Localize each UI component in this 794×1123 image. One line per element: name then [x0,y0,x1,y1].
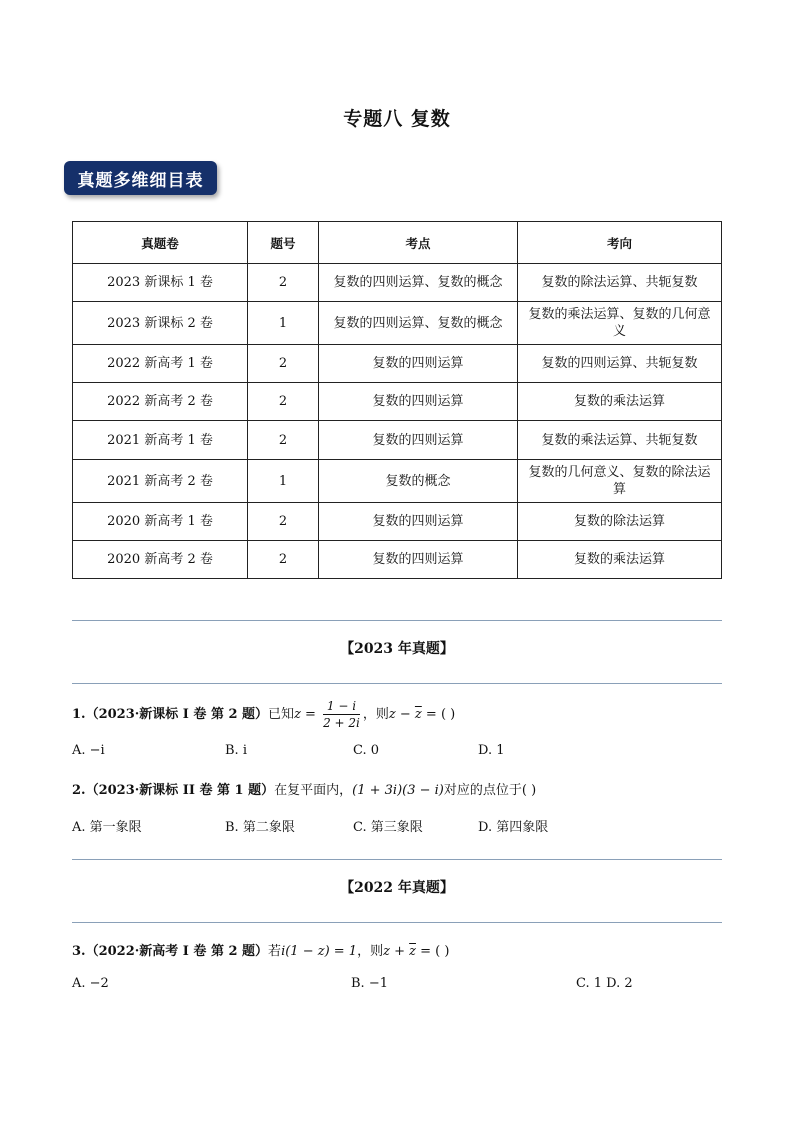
section-heading-2022: 【2022 年真题】 [340,880,454,896]
table-cell: 复数的四则运算、复数的概念 [319,302,518,345]
option-d: D. 第四象限 [478,820,549,835]
table-cell: 2022 新高考 1 卷 [73,345,248,383]
conjugate-z: $\overline{z}$ [414,707,422,722]
table-cell: 2 [248,421,319,460]
header-cell: 真题卷 [73,222,248,264]
table-cell: 2 [248,345,319,383]
table-cell: 2 [248,503,319,541]
table-cell: 2 [248,541,319,579]
option-b: B. 第二象限 [225,820,295,835]
table-row [73,503,722,541]
question-source: 2.（2023·新课标 II 卷 第 1 题） [72,783,275,798]
question-2 [72,779,536,798]
table-cell: 复数的四则运算 [319,541,518,579]
table-cell: 2023 新课标 1 卷 [73,264,248,302]
table-cell: 2020 新高考 2 卷 [73,541,248,579]
math-var: z [294,707,301,722]
question-3 [72,940,449,959]
question-text: 若 [268,944,282,959]
question-1 [72,698,455,731]
divider [72,922,722,923]
math-expr: i(1 − z) = 1 [281,944,358,959]
table-cell: 复数的乘法运算、复数的几何意义 [518,302,722,345]
header-cell: 考向 [518,222,722,264]
table-cell: 2 [248,264,319,302]
table-cell: 复数的除法运算 [518,503,722,541]
table-cell: 2020 新高考 1 卷 [73,503,248,541]
math-expr: (1 + 3i)(3 − i) [352,783,444,798]
table-cell: 复数的概念 [319,460,518,503]
divider [72,859,722,860]
question-text: ，则 [362,707,389,722]
table-cell: 复数的乘法运算 [518,541,722,579]
question-source: 1.（2023·新课标 I 卷 第 2 题） [72,707,269,722]
table-row [73,264,722,302]
question-text: 在复平面内， [274,783,353,798]
section-badge: 真题多维细目表 [64,161,217,195]
conjugate-z: $\overline{z}$ [409,944,416,959]
fraction [323,698,360,731]
table-cell: 复数的四则运算、共轭复数 [518,345,722,383]
table-header-row [73,222,722,264]
table-cell: 复数的除法运算、共轭复数 [518,264,722,302]
option-cd: C. 1 D. 2 [576,976,633,991]
table-cell: 1 [248,302,319,345]
table-cell: 2023 新课标 2 卷 [73,302,248,345]
table-cell: 复数的四则运算 [319,503,518,541]
table-cell: 2 [248,383,319,421]
question-text: 对应的点位于( ) [443,783,537,798]
table-cell: 1 [248,460,319,503]
fraction-denominator: 2 + 2i [323,716,360,730]
exam-table [72,221,722,579]
table-cell: 2021 新高考 1 卷 [73,421,248,460]
table-cell: 复数的四则运算 [319,383,518,421]
table-cell: 复数的四则运算、复数的概念 [319,264,518,302]
table-row [73,345,722,383]
table-cell: 复数的乘法运算 [518,383,722,421]
table-cell: 复数的几何意义、复数的除法运算 [518,460,722,503]
question-text: = ( ) [415,944,450,959]
page-title: 专题八 复数 [343,108,451,130]
option-b: B. i [225,743,247,758]
header-cell: 题号 [248,222,319,264]
table-row [73,460,722,503]
header-cell: 考点 [319,222,518,264]
option-a: A. −2 [72,976,109,991]
question-source: 3.（2022·新高考 I 卷 第 2 题） [72,944,269,959]
math-expr: z − [388,707,415,722]
math-expr: z + [383,944,410,959]
table-row [73,541,722,579]
fraction-numerator: 1 − i [323,698,360,715]
divider [72,620,722,621]
option-a: A. −i [72,743,105,758]
table-cell: 复数的乘法运算、共轭复数 [518,421,722,460]
table-cell: 复数的四则运算 [319,421,518,460]
option-c: C. 0 [353,743,380,758]
table-row [73,421,722,460]
question-text: = ( ) [421,707,456,722]
table-row [73,383,722,421]
question-text: 已知 [268,707,295,722]
option-d: D. 1 [478,743,505,758]
divider [72,683,722,684]
option-c: C. 第三象限 [353,820,423,835]
table-cell: 2022 新高考 2 卷 [73,383,248,421]
option-b: B. −1 [351,976,388,991]
option-a: A. 第一象限 [72,820,142,835]
table-cell: 复数的四则运算 [319,345,518,383]
table-row [73,302,722,345]
math-eq: = [300,707,321,722]
table-cell: 2021 新高考 2 卷 [73,460,248,503]
section-heading-2023: 【2023 年真题】 [340,641,454,657]
question-text: ，则 [357,944,384,959]
